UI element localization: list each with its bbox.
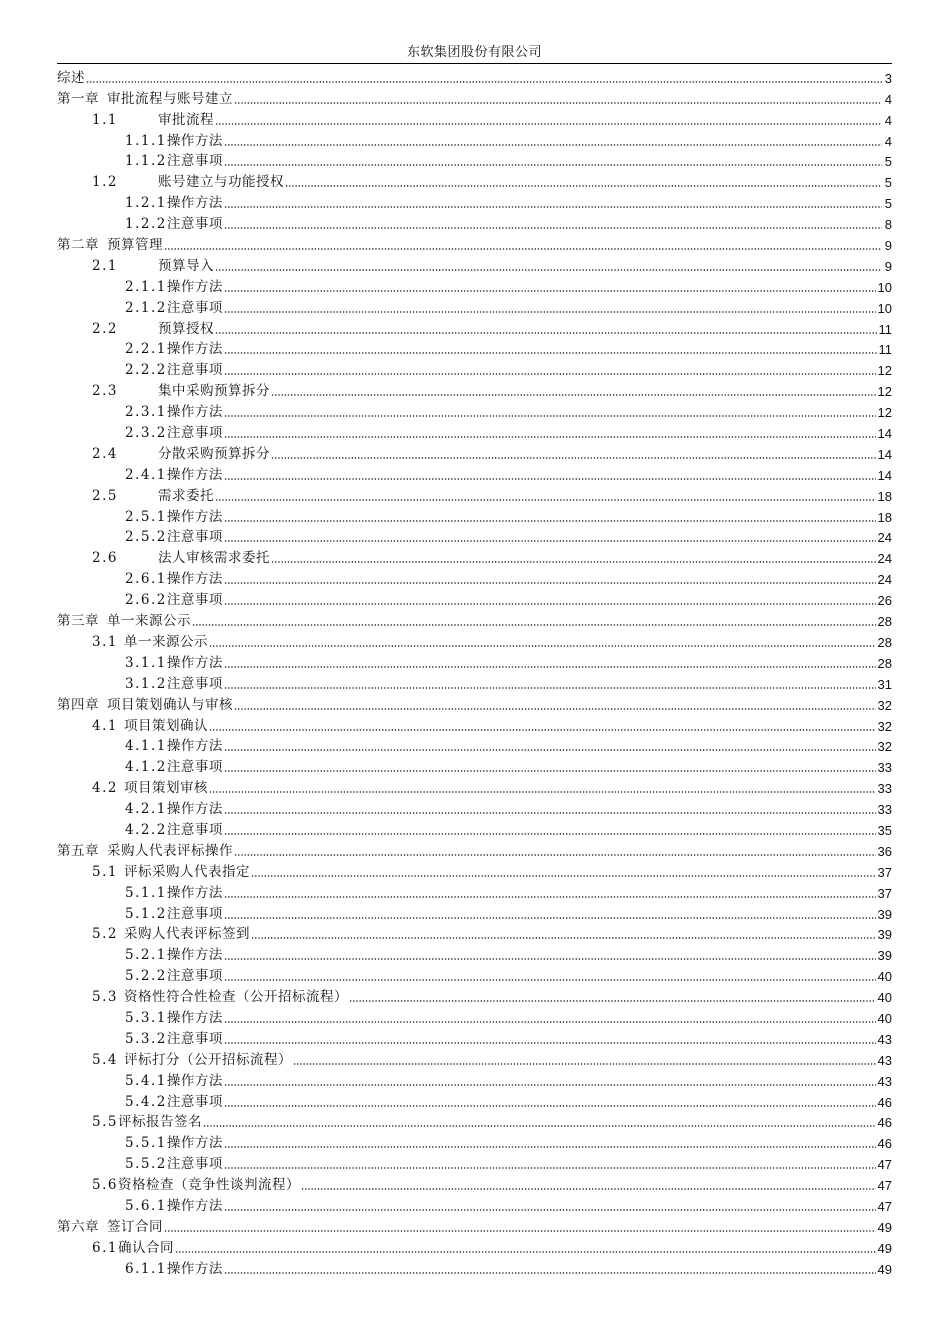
toc-page-number: 39 xyxy=(877,906,892,922)
toc-page-number: 14 xyxy=(877,426,892,442)
toc-entry[interactable] xyxy=(57,170,892,191)
toc-entry-number: 5.3 xyxy=(92,989,118,1006)
toc-entry[interactable] xyxy=(57,651,892,672)
toc-entry-title: 注意事项 xyxy=(166,1030,223,1047)
dot-leader xyxy=(234,847,876,857)
toc-page-number: 39 xyxy=(877,948,892,964)
toc-entry-title: 操作方法 xyxy=(166,884,223,901)
toc-page-number: 46 xyxy=(877,1136,892,1152)
toc-page-number: 36 xyxy=(877,843,892,859)
dot-leader xyxy=(215,492,876,502)
toc-page-number: 26 xyxy=(877,593,892,609)
toc-entry-title: 预算授权 xyxy=(158,320,214,337)
toc-entry[interactable] xyxy=(57,1215,892,1236)
toc-entry-number: 4.1 xyxy=(92,717,118,734)
toc-entry[interactable] xyxy=(57,129,892,150)
toc-page-number: 43 xyxy=(877,1052,892,1068)
dot-leader xyxy=(224,366,876,376)
toc-page-number: 24 xyxy=(877,572,892,588)
toc-page-number: 24 xyxy=(877,551,892,567)
dot-leader xyxy=(224,304,876,314)
toc-entry[interactable] xyxy=(57,902,892,923)
toc-entry-title: 预算导入 xyxy=(158,257,214,274)
toc-page-number: 9 xyxy=(884,258,892,274)
toc-page-number: 28 xyxy=(877,634,892,650)
toc-page-number: 12 xyxy=(877,405,892,421)
dot-leader xyxy=(224,680,876,690)
toc-entry[interactable] xyxy=(57,1131,892,1152)
toc-entry-title: 操作方法 xyxy=(166,571,223,588)
toc-entry-number: 2.1.1 xyxy=(125,278,167,295)
toc-entry-number: 3.1.2 xyxy=(125,675,167,692)
toc-entry-number: 3.1 xyxy=(92,633,118,650)
toc-page-number: 33 xyxy=(877,802,892,818)
toc-entry[interactable] xyxy=(57,254,892,275)
toc-entry-number: 5.4.2 xyxy=(125,1093,167,1110)
dot-leader xyxy=(86,74,882,84)
toc-entry-number: 2.5 xyxy=(92,487,118,504)
toc-entry-number: 4.2 xyxy=(92,780,118,797)
toc-entry-title: 账号建立与功能授权 xyxy=(158,174,284,191)
toc-entry-title: 注意事项 xyxy=(166,216,223,233)
toc-entry-title: 操作方法 xyxy=(166,1009,223,1026)
toc-entry[interactable] xyxy=(57,212,892,233)
toc-page-number: 14 xyxy=(877,446,892,462)
toc-entry-number: 5.4.1 xyxy=(125,1072,167,1089)
toc-entry-number: 5.1.2 xyxy=(125,905,167,922)
toc-entry[interactable] xyxy=(57,421,892,442)
toc-entry-title: 注意事项 xyxy=(166,759,223,776)
toc-entry-number: 第二章 xyxy=(57,237,99,254)
toc-entry[interactable] xyxy=(57,1173,892,1194)
toc-entry-number: 2.1.2 xyxy=(125,299,167,316)
dot-leader xyxy=(224,1160,876,1170)
toc-entry[interactable] xyxy=(57,191,892,212)
dot-leader xyxy=(209,784,876,794)
dot-leader xyxy=(224,805,876,815)
toc-entry-number: 5.5.1 xyxy=(125,1135,167,1152)
dot-leader xyxy=(224,471,876,481)
toc-entry-title: 项目策划审核 xyxy=(123,780,208,797)
toc-entry[interactable] xyxy=(57,588,892,609)
toc-entry-title: 操作方法 xyxy=(166,195,223,212)
toc-entry[interactable] xyxy=(57,66,892,87)
dot-leader xyxy=(224,889,876,899)
toc-entry-number: 2.2 xyxy=(92,320,118,337)
toc-entry-title: 操作方法 xyxy=(166,1135,223,1152)
table-of-contents xyxy=(57,66,892,1278)
toc-page-number: 12 xyxy=(877,384,892,400)
dot-leader xyxy=(224,659,876,669)
toc-page-number: 4 xyxy=(884,91,892,107)
toc-entry[interactable] xyxy=(57,881,892,902)
toc-entry-title: 操作方法 xyxy=(166,341,223,358)
toc-entry-title: 操作方法 xyxy=(166,466,223,483)
toc-entry-title: 注意事项 xyxy=(166,299,223,316)
dot-leader xyxy=(251,930,876,940)
toc-entry-number: 4.2.2 xyxy=(125,821,167,838)
dot-leader xyxy=(293,1056,876,1066)
toc-entry[interactable] xyxy=(57,797,892,818)
toc-entry[interactable] xyxy=(57,1048,892,1069)
toc-entry-number: 1.1.2 xyxy=(125,153,167,170)
toc-entry-number: 1.1.1 xyxy=(125,132,167,149)
dot-leader xyxy=(192,617,876,627)
dot-leader xyxy=(349,993,876,1003)
toc-entry-number: 2.2.1 xyxy=(125,341,167,358)
dot-leader xyxy=(271,450,876,460)
toc-page-number: 11 xyxy=(878,321,892,337)
toc-page-number: 46 xyxy=(877,1115,892,1131)
dot-leader xyxy=(224,1139,876,1149)
dot-leader xyxy=(224,826,876,836)
dot-leader xyxy=(224,429,876,439)
dot-leader xyxy=(224,513,876,523)
toc-entry-number: 2.5.1 xyxy=(125,508,167,525)
toc-entry-title: 需求委托 xyxy=(158,487,214,504)
dot-leader xyxy=(224,972,876,982)
toc-entry-title: 注意事项 xyxy=(166,675,223,692)
dot-leader xyxy=(285,178,882,188)
toc-page-number: 49 xyxy=(877,1240,892,1256)
toc-entry[interactable] xyxy=(57,630,892,651)
toc-entry-number: 第五章 xyxy=(57,842,99,859)
dot-leader xyxy=(251,868,876,878)
toc-entry-title: 单一来源公示 xyxy=(123,633,208,650)
toc-entry-title: 操作方法 xyxy=(166,404,223,421)
toc-entry[interactable] xyxy=(57,1236,892,1257)
toc-entry-number: 1.2.2 xyxy=(125,216,167,233)
toc-entry[interactable] xyxy=(57,526,892,547)
toc-page-number: 5 xyxy=(884,196,892,212)
dot-leader xyxy=(224,1077,876,1087)
toc-entry[interactable] xyxy=(57,735,892,756)
toc-entry-number: 2.6 xyxy=(92,550,118,567)
toc-entry[interactable] xyxy=(57,484,892,505)
toc-entry[interactable] xyxy=(57,233,892,254)
dot-leader xyxy=(224,742,876,752)
toc-entry[interactable] xyxy=(57,1257,892,1278)
toc-entry-title: 注意事项 xyxy=(166,153,223,170)
toc-entry-number: 5.3.2 xyxy=(125,1030,167,1047)
dot-leader xyxy=(224,1014,876,1024)
dot-leader xyxy=(271,554,876,564)
toc-entry[interactable] xyxy=(57,1090,892,1111)
toc-entry-number: 第三章 xyxy=(57,613,99,630)
dot-leader xyxy=(224,533,876,543)
toc-entry-title: 分散采购预算拆分 xyxy=(158,445,270,462)
toc-entry-title: 操作方法 xyxy=(166,132,223,149)
toc-entry-title: 操作方法 xyxy=(166,1197,223,1214)
toc-page-number: 40 xyxy=(877,969,892,985)
toc-entry-number: 2.6.2 xyxy=(125,592,167,609)
toc-entry-title: 审批流程 xyxy=(158,111,214,128)
toc-entry[interactable] xyxy=(57,1069,892,1090)
toc-entry[interactable] xyxy=(57,609,892,630)
dot-leader xyxy=(224,408,876,418)
dot-leader xyxy=(164,1223,876,1233)
toc-entry[interactable] xyxy=(57,1194,892,1215)
toc-entry[interactable] xyxy=(57,87,892,108)
toc-entry[interactable] xyxy=(57,818,892,839)
toc-page-number: 43 xyxy=(877,1073,892,1089)
toc-page-number: 18 xyxy=(877,488,892,504)
dot-leader xyxy=(224,345,877,355)
toc-entry-number: 5.4 xyxy=(92,1051,118,1068)
toc-entry-title: 注意事项 xyxy=(166,821,223,838)
toc-entry-number: 2.6.1 xyxy=(125,571,167,588)
toc-entry-number: 5.5.2 xyxy=(125,1156,167,1173)
dot-leader xyxy=(224,137,882,147)
toc-entry[interactable] xyxy=(57,693,892,714)
toc-entry[interactable] xyxy=(57,400,892,421)
dot-leader xyxy=(271,387,876,397)
toc-entry-number: 4.1.1 xyxy=(125,738,167,755)
toc-entry-number: 5.2.2 xyxy=(125,968,167,985)
toc-page-number: 24 xyxy=(877,530,892,546)
toc-entry-title: 注意事项 xyxy=(166,529,223,546)
toc-entry[interactable] xyxy=(57,860,892,881)
toc-page-number: 12 xyxy=(877,363,892,379)
toc-entry[interactable] xyxy=(57,923,892,944)
toc-entry-title: 评标采购人代表指定 xyxy=(123,863,250,880)
toc-entry-number: 1.2.1 xyxy=(125,195,167,212)
toc-page-number: 43 xyxy=(877,1031,892,1047)
toc-entry-number: 2.1 xyxy=(92,257,118,274)
toc-entry[interactable] xyxy=(57,546,892,567)
toc-entry[interactable] xyxy=(57,317,892,338)
dot-leader xyxy=(175,1244,876,1254)
toc-entry[interactable] xyxy=(57,567,892,588)
toc-entry-title: 注意事项 xyxy=(166,1156,223,1173)
dot-leader xyxy=(209,722,876,732)
dot-leader xyxy=(224,157,882,167)
toc-entry-number: 第四章 xyxy=(57,696,99,713)
toc-entry[interactable] xyxy=(57,338,892,359)
toc-entry-title: 法人审核需求委托 xyxy=(158,550,270,567)
toc-entry-title: 操作方法 xyxy=(166,278,223,295)
dot-leader xyxy=(224,596,876,606)
toc-entry-number: 3.1.1 xyxy=(125,654,167,671)
toc-page-number: 11 xyxy=(878,342,892,358)
toc-entry[interactable] xyxy=(57,672,892,693)
toc-page-number: 32 xyxy=(877,697,892,713)
toc-entry-number: 5.1 xyxy=(92,863,118,880)
toc-entry-number: 5.2 xyxy=(92,926,118,943)
toc-page-number: 8 xyxy=(884,217,892,233)
toc-entry[interactable] xyxy=(57,776,892,797)
dot-leader xyxy=(209,638,876,648)
toc-entry-number: 5.6 xyxy=(92,1177,118,1194)
toc-entry[interactable] xyxy=(57,463,892,484)
toc-entry-title: 项目策划确认 xyxy=(123,717,208,734)
toc-entry-title: 注意事项 xyxy=(166,968,223,985)
toc-entry[interactable] xyxy=(57,1152,892,1173)
dot-leader xyxy=(224,283,876,293)
toc-entry-title: 操作方法 xyxy=(166,947,223,964)
toc-entry-number: 2.2.2 xyxy=(125,362,167,379)
toc-entry-number: 2.3.2 xyxy=(125,425,167,442)
toc-entry[interactable] xyxy=(57,1027,892,1048)
toc-entry-title: 采购人代表评标操作 xyxy=(107,842,233,859)
toc-entry-number: 2.3 xyxy=(92,383,118,400)
toc-page-number: 47 xyxy=(877,1157,892,1173)
toc-entry-title: 注意事项 xyxy=(166,362,223,379)
toc-entry[interactable] xyxy=(57,1111,892,1132)
page-header: 东软集团股份有限公司 xyxy=(406,45,542,60)
toc-entry-number: 1.1 xyxy=(92,111,118,128)
toc-entry-title: 操作方法 xyxy=(166,508,223,525)
toc-page-number: 9 xyxy=(884,238,892,254)
toc-entry-number: 2.4.1 xyxy=(125,466,167,483)
dot-leader xyxy=(224,763,876,773)
toc-page-number: 10 xyxy=(877,279,892,295)
toc-entry-title: 资格检查（竞争性谈判流程） xyxy=(117,1177,300,1194)
toc-entry-number: 4.2.1 xyxy=(125,801,167,818)
toc-entry-number: 2.4 xyxy=(92,445,118,462)
toc-entry-number: 5.3.1 xyxy=(125,1009,167,1026)
toc-page-number: 32 xyxy=(877,739,892,755)
toc-page-number: 37 xyxy=(877,885,892,901)
toc-entry[interactable] xyxy=(57,985,892,1006)
toc-page-number: 40 xyxy=(877,1010,892,1026)
toc-entry-title: 集中采购预算拆分 xyxy=(158,383,270,400)
toc-entry[interactable] xyxy=(57,296,892,317)
toc-entry-title: 操作方法 xyxy=(166,654,223,671)
dot-leader xyxy=(234,95,882,105)
toc-page-number: 33 xyxy=(877,760,892,776)
toc-page-number: 39 xyxy=(877,927,892,943)
toc-page-number: 49 xyxy=(877,1219,892,1235)
toc-entry[interactable] xyxy=(57,358,892,379)
toc-page-number: 4 xyxy=(884,112,892,128)
toc-page-number: 49 xyxy=(877,1261,892,1277)
dot-leader xyxy=(164,241,882,251)
toc-entry-title: 注意事项 xyxy=(166,1093,223,1110)
dot-leader xyxy=(224,1098,876,1108)
toc-page-number: 4 xyxy=(884,133,892,149)
toc-page-number: 47 xyxy=(877,1198,892,1214)
toc-entry-title: 预算管理 xyxy=(107,237,163,254)
toc-entry-number: 2.3.1 xyxy=(125,404,167,421)
toc-entry[interactable] xyxy=(57,755,892,776)
toc-entry-number: 1.2 xyxy=(92,174,118,191)
toc-entry-title: 审批流程与账号建立 xyxy=(107,90,233,107)
toc-page-number: 5 xyxy=(884,175,892,191)
toc-entry[interactable] xyxy=(57,943,892,964)
toc-entry-title: 评标打分（公开招标流程） xyxy=(123,1051,292,1068)
toc-page-number: 28 xyxy=(877,614,892,630)
toc-page-number: 32 xyxy=(877,718,892,734)
toc-page-number: 31 xyxy=(877,676,892,692)
toc-entry[interactable] xyxy=(57,1006,892,1027)
toc-entry-number: 5.2.1 xyxy=(125,947,167,964)
toc-entry-number: 第六章 xyxy=(57,1218,99,1235)
toc-entry-number: 5.1.1 xyxy=(125,884,167,901)
toc-entry[interactable] xyxy=(57,964,892,985)
dot-leader xyxy=(234,701,876,711)
toc-entry[interactable] xyxy=(57,275,892,296)
toc-page-number: 46 xyxy=(877,1094,892,1110)
toc-entry-title: 操作方法 xyxy=(166,738,223,755)
toc-page-number: 18 xyxy=(877,509,892,525)
toc-entry-title: 项目策划确认与审核 xyxy=(107,696,233,713)
dot-leader xyxy=(203,1118,876,1128)
toc-entry-title: 评标报告签名 xyxy=(117,1114,202,1131)
toc-entry-title: 操作方法 xyxy=(166,1260,223,1277)
toc-entry-title: 操作方法 xyxy=(166,1072,223,1089)
toc-entry-number: 6.1 xyxy=(92,1239,118,1256)
toc-entry[interactable] xyxy=(57,505,892,526)
toc-entry-title: 签订合同 xyxy=(107,1218,163,1235)
toc-entry-title: 采购人代表评标签到 xyxy=(123,926,250,943)
toc-entry[interactable] xyxy=(57,442,892,463)
toc-entry-number: 5.5 xyxy=(92,1114,118,1131)
toc-entry-title: 确认合同 xyxy=(117,1239,174,1256)
header-rule xyxy=(57,63,892,64)
toc-entry-title: 注意事项 xyxy=(166,592,223,609)
dot-leader xyxy=(215,116,882,126)
dot-leader xyxy=(215,262,882,272)
toc-entry-number: 4.1.2 xyxy=(125,759,167,776)
toc-page-number: 35 xyxy=(877,822,892,838)
toc-entry-number: 2.5.2 xyxy=(125,529,167,546)
toc-page-number: 47 xyxy=(877,1178,892,1194)
toc-page-number: 5 xyxy=(884,154,892,170)
toc-entry-title: 注意事项 xyxy=(166,425,223,442)
toc-entry-title: 综述 xyxy=(57,69,85,86)
toc-page-number: 28 xyxy=(877,655,892,671)
dot-leader xyxy=(215,325,877,335)
dot-leader xyxy=(224,220,882,230)
toc-entry-title: 操作方法 xyxy=(166,801,223,818)
toc-page-number: 3 xyxy=(884,70,892,86)
toc-entry[interactable] xyxy=(57,379,892,400)
toc-entry[interactable] xyxy=(57,714,892,735)
toc-entry-number: 6.1.1 xyxy=(125,1260,167,1277)
toc-page-number: 14 xyxy=(877,467,892,483)
toc-entry-title: 单一来源公示 xyxy=(107,613,191,630)
dot-leader xyxy=(224,910,876,920)
toc-entry-number: 第一章 xyxy=(57,90,99,107)
dot-leader xyxy=(301,1181,876,1191)
toc-entry-title: 资格性符合性检查（公开招标流程） xyxy=(123,989,348,1006)
toc-page-number: 33 xyxy=(877,781,892,797)
toc-page-number: 37 xyxy=(877,864,892,880)
dot-leader xyxy=(224,1265,876,1275)
toc-page-number: 10 xyxy=(877,300,892,316)
toc-entry-title: 注意事项 xyxy=(166,905,223,922)
dot-leader xyxy=(224,951,876,961)
toc-entry-number: 5.6.1 xyxy=(125,1197,167,1214)
toc-page-number: 40 xyxy=(877,990,892,1006)
toc-entry[interactable] xyxy=(57,108,892,129)
toc-entry[interactable] xyxy=(57,839,892,860)
dot-leader xyxy=(224,1035,876,1045)
toc-entry[interactable] xyxy=(57,150,892,171)
dot-leader xyxy=(224,575,876,585)
dot-leader xyxy=(224,1202,876,1212)
dot-leader xyxy=(224,199,882,209)
